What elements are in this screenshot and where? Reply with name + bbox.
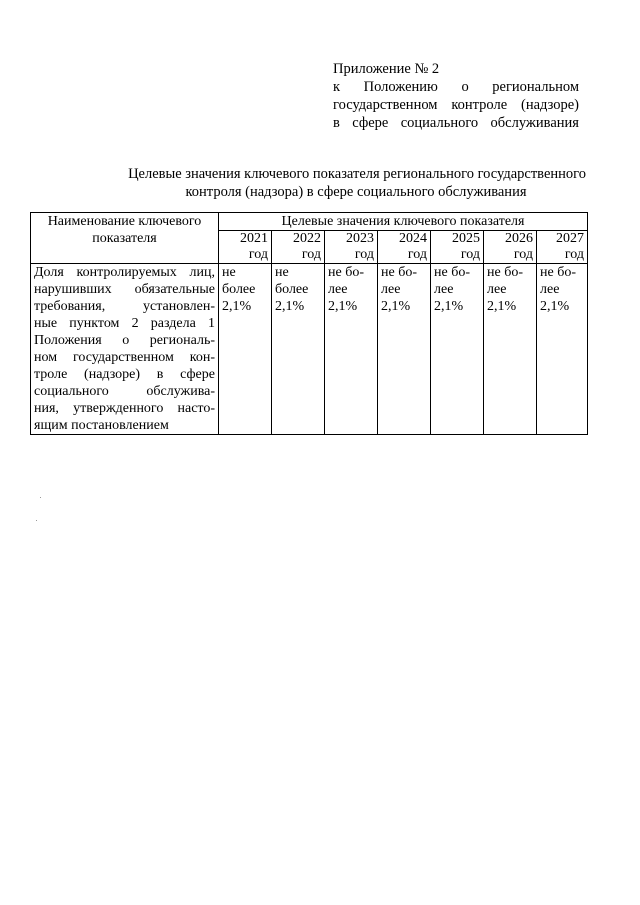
appendix-word: (надзоре): [520, 97, 579, 113]
target-value-cell: не бо- лее 2,1%: [325, 264, 378, 435]
year-header: 2022 год: [272, 231, 325, 264]
appendix-note: [333, 60, 579, 132]
appendix-line-2: [333, 78, 579, 96]
year-header: 2024 год: [378, 231, 431, 264]
title-line-2: контроля (надзора) в сфере социального обслуживания: [185, 184, 527, 200]
year-header: 2027 год: [537, 231, 588, 264]
year-header: 2025 год: [431, 231, 484, 264]
appendix-number: Приложение № 2: [333, 61, 440, 77]
appendix-word: о: [461, 79, 469, 95]
appendix-word: сфере: [352, 115, 389, 131]
title-line-1: Целевые значения ключевого показателя регионального государственного: [128, 166, 586, 182]
target-value-cell: не бо- лее 2,1%: [484, 264, 537, 435]
kpi-table: [30, 212, 588, 435]
year-header: 2021 год: [219, 231, 272, 264]
appendix-word: в: [333, 115, 340, 131]
appendix-word: Положению: [363, 79, 438, 95]
target-value-cell: не более 2,1%: [272, 264, 325, 435]
appendix-word: контроле: [451, 97, 508, 113]
target-value-cell: не бо- лее 2,1%: [378, 264, 431, 435]
appendix-word: региональном: [492, 79, 579, 95]
target-values-header: Целевые значения ключевого показателя: [219, 213, 588, 231]
target-value-cell: не бо- лее 2,1%: [537, 264, 588, 435]
table-row: [31, 264, 588, 435]
appendix-word: к: [333, 79, 341, 95]
table-header-row: [31, 213, 588, 231]
scan-speck: [40, 497, 41, 498]
scan-speck: [36, 520, 37, 521]
indicator-name-cell: Доля контролируемых лиц, нарушивших обязательные требования, установлен- ные пунктом 2 раздела 1 Положения о региональ- ном государственном кон- троле (надзоре) в сфере социального обслужива- ния, утвержденного насто- ящим постановлением: [31, 264, 219, 435]
target-value-cell: не бо- лее 2,1%: [431, 264, 484, 435]
appendix-line-3: [333, 96, 579, 114]
document-title: [60, 165, 612, 201]
appendix-word: государственном: [333, 97, 438, 113]
indicator-name-header: Наименование ключевого показателя: [31, 213, 219, 264]
year-header: 2026 год: [484, 231, 537, 264]
appendix-line-4: [333, 114, 579, 132]
appendix-word: обслуживания: [490, 115, 579, 131]
year-header: 2023 год: [325, 231, 378, 264]
target-value-cell: не более 2,1%: [219, 264, 272, 435]
appendix-word: социального: [400, 115, 479, 131]
